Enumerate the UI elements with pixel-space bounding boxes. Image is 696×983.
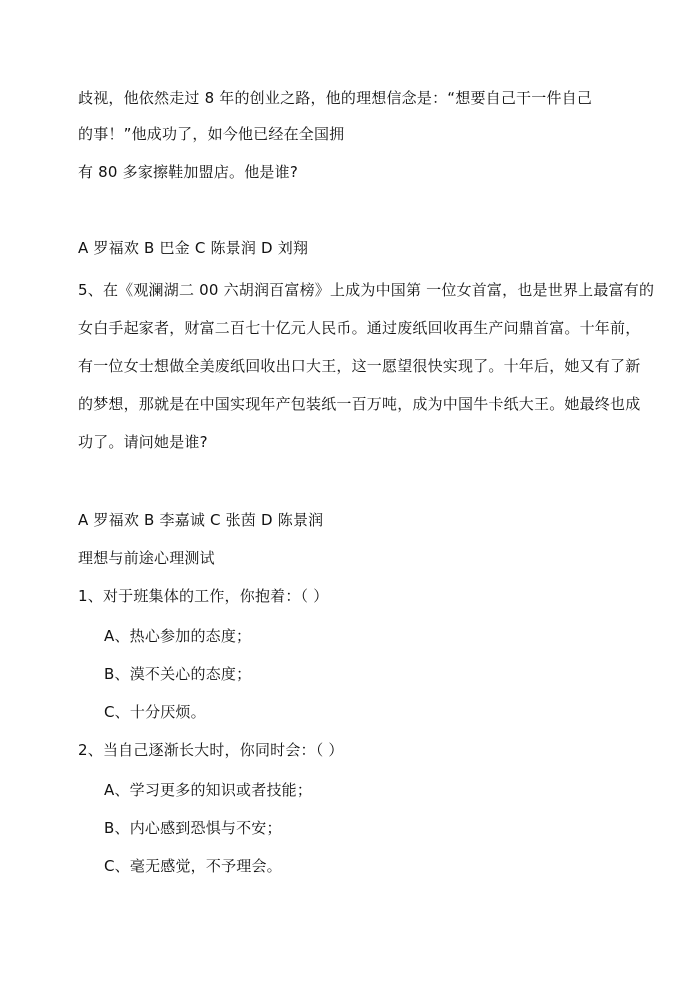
- intro-line-3: 有 80 多家擦鞋加盟店。他是谁?: [78, 163, 298, 181]
- q5-line-4: 的梦想，那就是在中国实现年产包装纸一百万吨，成为中国牛卡纸大王。她最终也成: [78, 395, 641, 413]
- q5-line-3: 有一位女士想做全美废纸回收出口大王，这一愿望很快实现了。十年后，她又有了新: [78, 357, 641, 375]
- test-question-1-option-a: A、热心参加的态度；: [104, 627, 252, 645]
- test-question-1-option-b: B、漠不关心的态度；: [104, 665, 252, 683]
- q5-options: A 罗福欢 B 李嘉诚 C 张茵 D 陈景润: [78, 511, 324, 529]
- test-question-2-option-b: B、内心感到恐惧与不安；: [104, 819, 282, 837]
- test-question-2: 2、当自己逐渐长大时，你同时会：（ ）: [78, 741, 344, 759]
- section-title: 理想与前途心理测试: [78, 549, 215, 567]
- q5-line-2: 女白手起家者，财富二百七十亿元人民币。通过废纸回收再生产问鼎首富。十年前，: [78, 319, 641, 337]
- intro-line-1: 歧视，他依然走过 8 年的创业之路，他的理想信念是：“想要自己干一件自己: [78, 89, 593, 107]
- test-question-1-option-c: C、十分厌烦。: [104, 703, 206, 721]
- test-question-2-option-a: A、学习更多的知识或者技能；: [104, 781, 313, 799]
- test-question-2-option-c: C、毫无感觉，不予理会。: [104, 857, 282, 875]
- intro-line-2: 的事！”他成功了，如今他已经在全国拥: [78, 125, 345, 143]
- q5-line-1: 5、在《观澜湖二 00 六胡润百富榜》上成为中国第 一位女首富，也是世界上最富有的: [78, 281, 655, 299]
- q4-options: A 罗福欢 B 巴金 C 陈景润 D 刘翔: [78, 239, 309, 257]
- test-question-1: 1、对于班集体的工作，你抱着：（ ）: [78, 587, 329, 605]
- q5-line-5: 功了。请问她是谁?: [78, 433, 208, 451]
